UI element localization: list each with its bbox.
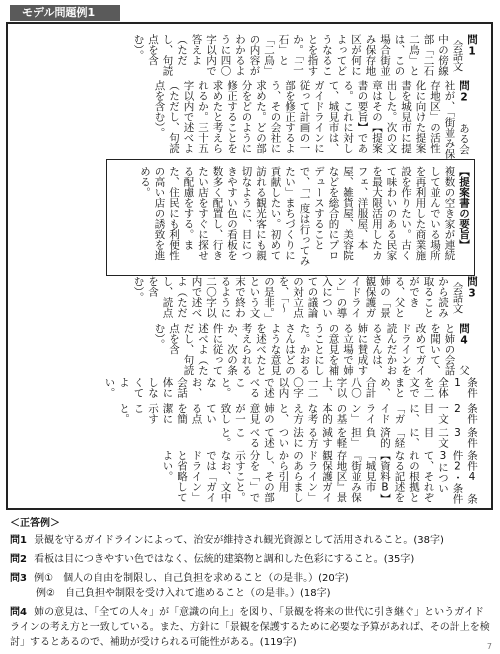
proposal-summary-text: 複数の空き家が連続して並んでいる場所を再利用した商業施設を作りたい。古くて味わいのある民家を最大限活用したカフェ、洋服屋、本屋、雑貨屋、美容院などを総合的にプロデュースすることで、「一度は行ってみたい」まちづくりに貢献したい。初めて訪れる観光客にも親切なように、目につきやすい色の看板を数多く配置し、行きたい店をすぐに探せる配慮をする。また、住民にも利便性の高い店の誘致を進める。 xyxy=(139,166,456,266)
q3-text: 会話文から読み取ることができる、父と姉の「景観保護ガイドライン」の導入についての議論の対立点を、「〜の是非。」という文末で終わるように二〇字以内で述べよ（ただし、読点を含む）。 xyxy=(132,275,464,318)
answer-4 xyxy=(10,605,490,650)
question-1 xyxy=(102,34,479,80)
q4-text: 父と姉の会話を聞いて、改めてガイドラインを読んだかおるさんは、姉に賛成する立場で姉の意見を補うことにした。かおるさんはどのような意見を述べたと考えられるか、次の条件に従って述べよ（ただし、句読点を含む）。 xyxy=(153,322,470,376)
question-2 xyxy=(102,80,471,159)
page-number: 7 xyxy=(486,642,492,651)
q4-title: 問4 xyxy=(458,322,470,348)
answer-1-text: 景観を守るガイドラインによって、治安が維持され観光資源として活用されること。(38字) xyxy=(34,535,444,546)
answer-4-text: 姉の意見は、「全ての人々」が「意識の向上」を図り、「景観を将来の世代に引き継ぐ」というガイドラインの考え方と一致している。また、方針に「景観を保護するために必要な予算があれば、その計上を検討」するとあるので、補助が受けられる可能性がある。(119字) xyxy=(10,607,490,648)
question-box xyxy=(6,22,493,510)
answer-3-number: 問3 xyxy=(10,573,27,584)
model-answers xyxy=(10,516,490,654)
answer-1 xyxy=(10,533,490,548)
condition-4: 条件4 条件2・条件3について、それぞれの根拠となる記述を【資料B】「城見市『街並み保存地区』景観保護ガイドライン」のあらましから引用し、その部分を「」で示すこと。なお、文中では「ガイドライン」と省略してよい。 xyxy=(161,449,478,504)
answer-2-text: 看板は目につきやすい色ではなく、伝統的建築物と調和した色彩にすること。(35字) xyxy=(34,554,415,565)
q1-text: 会話文中の傍線部「二石二鳥」とは、この場合街並み保存地区が何によってどうなることを指すか。「二石」と「二鳥」の内容がわかるように四〇字以内で答えよ（ただし、句読点を含む）。 xyxy=(132,34,464,76)
q2-title: 問2 xyxy=(458,80,470,105)
answers-label: ＜正答例＞ xyxy=(10,518,60,529)
condition-1: 条件1 全体を二文でまとめ、合計八〇字以上、一二〇字以内で述べること。なお、会話体にしなくてよい。 xyxy=(103,377,478,400)
section-tag: モデル問題例1 xyxy=(10,5,120,21)
proposal-summary-box xyxy=(106,159,475,276)
condition-2: 条件2 一文目に、「ガイドライン」の基本的な考え方と、姉の意見が一致している点を簡潔に示すこと。 xyxy=(118,402,478,426)
vertical-question-text xyxy=(102,34,479,504)
question-3 xyxy=(102,276,479,323)
proposal-summary-title: 【提案書の要旨】 xyxy=(458,166,470,251)
answer-2-number: 問2 xyxy=(10,554,27,565)
answer-3 xyxy=(10,571,490,601)
answer-4-number: 問4 xyxy=(10,607,27,618)
answer-1-number: 問1 xyxy=(10,535,27,546)
q2-text: ある会社が、「街並み保存地区」の活性化に向けた提案書を城見市に提出した。次の文章はその【提案書の要旨】である。これに対して、城見市は、ガイドラインに従って計画の一部を修正するよう、その会社に求めた。どの部分をどのように修正することを求めたと考えられるか。三十五字以内で述べよ（ただし、句読点を含む）。 xyxy=(153,80,470,159)
q1-title: 問1 xyxy=(466,34,478,59)
question-4 xyxy=(102,323,471,378)
answer-2 xyxy=(10,552,490,567)
condition-3: 条件3 二文目に、「経済的負担」を軽減する方法について述べること。 xyxy=(219,427,478,450)
answer-3-example-2: 例② 自己負担や制限を受け入れて進めること（の是非。）(18字) xyxy=(36,588,331,599)
answer-3-example-1: 例① 個人の自由を制限し、自己負担を求めること（の是非。）(20字) xyxy=(34,573,349,584)
q3-title: 問3 xyxy=(466,275,478,301)
